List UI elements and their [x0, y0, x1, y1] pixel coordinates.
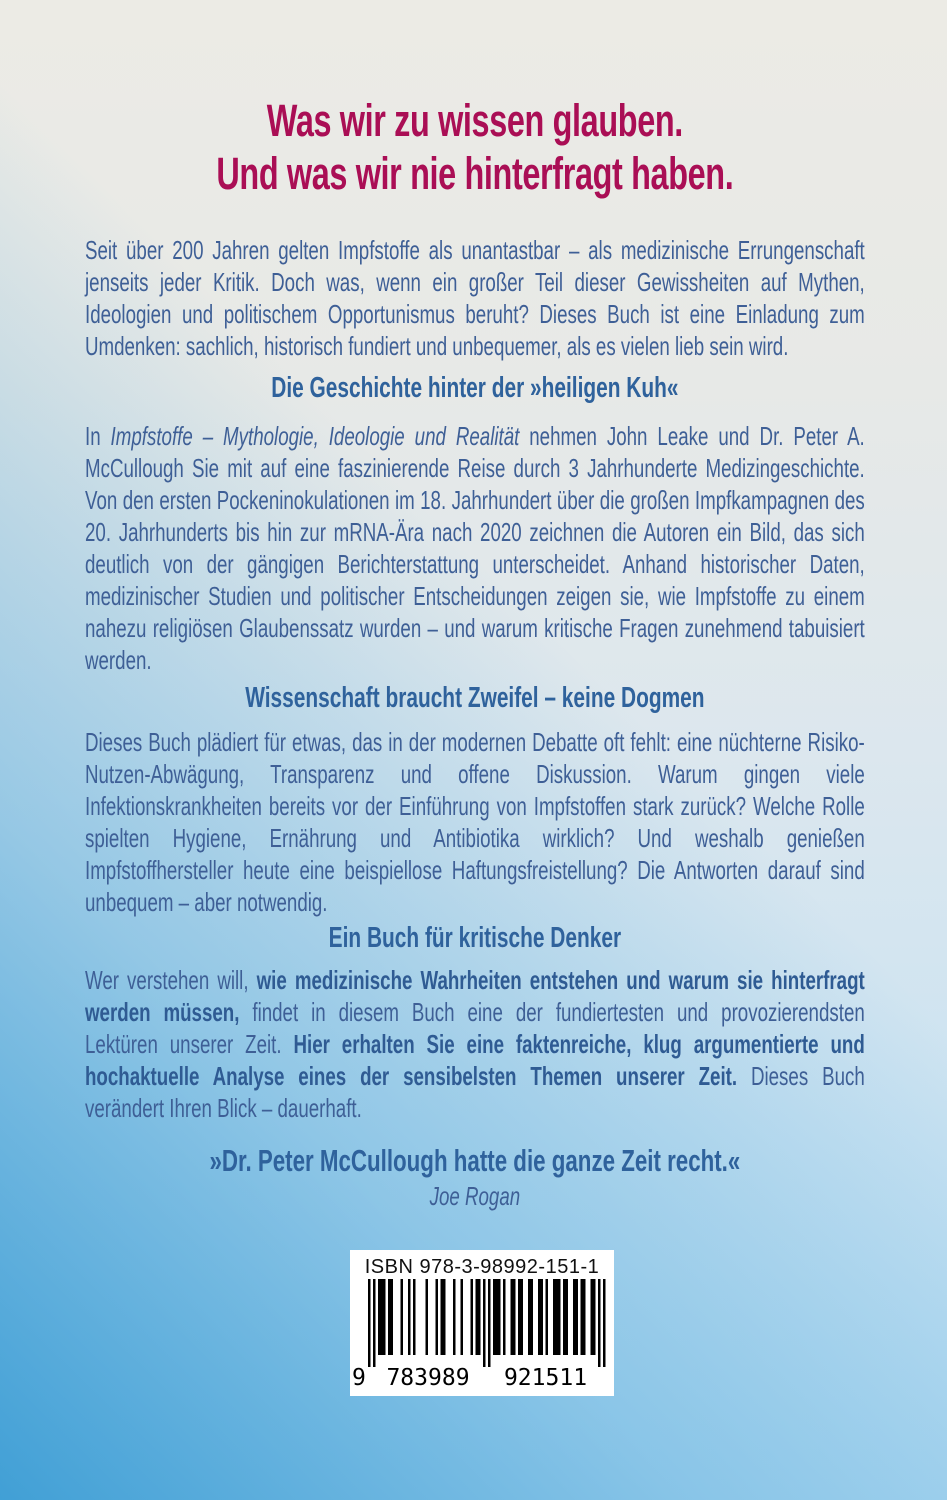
- svg-text:783989: 783989: [386, 1365, 470, 1391]
- headline: [85, 94, 865, 200]
- svg-text:921511: 921511: [503, 1365, 588, 1391]
- svg-text:9: 9: [352, 1365, 366, 1391]
- section1-paragraph: [85, 420, 865, 676]
- section3-seg3: findet in diesem Buch eine der fundiertesten und provozierendsten Lektüren unserer Zeit.: [85, 997, 865, 1059]
- isbn-barcode-box: [350, 1250, 614, 1396]
- section1-heading: Die Geschichte hinter der »heiligen Kuh«: [271, 372, 679, 404]
- intro-paragraph: Seit über 200 Jahren gelten Impfstoffe als unantastbar – als medizinische Errungenschaft jenseits jeder Kritik. Doch was, wenn ein großer Teil dieser Gewissheiten auf Mythen, Ideologien und politischem Opportunismus beruht? Dieses Buch ist eine Einladung zum Umdenken: sachlich, historisch fundiert und unbequemer, als es vielen lieb sein wird.: [85, 235, 865, 361]
- quote-attribution: Joe Rogan: [429, 1181, 521, 1211]
- headline-line1: Was wir zu wissen glauben.: [266, 95, 683, 146]
- section3-paragraph: [85, 964, 865, 1124]
- section3-seg4-bold: Hier erhalten Sie eine faktenreiche, klug argumentierte und hochaktuelle Analyse eines der sensibelsten Themen unserer Zeit.: [85, 1029, 865, 1091]
- section2-paragraph: Dieses Buch plädiert für etwas, das in der modernen Debatte oft fehlt: eine nüchterne Risiko-Nutzen-Abwägung, Transparenz und offene Diskussion. Warum gingen viele Infektionskrankheiten bereits vor der Einführung von Impfstoffen stark zurück? Welche Rolle spielten Hygiene, Ernährung und Antibiotika wirklich? Und weshalb genießen Impfstoffhersteller heute eine beispiellose Haftungsfreistellung? Die Antworten darauf sind unbequem – aber notwendig.: [85, 727, 865, 917]
- ean13-barcode-icon: [350, 1279, 614, 1391]
- endorsement-quote: »Dr. Peter McCullough hatte die ganze Zeit recht.«: [209, 1143, 741, 1178]
- section3-seg2-bold: wie medizinische Wahrheiten entstehen und warum sie hinterfragt werden müssen,: [85, 965, 865, 1027]
- back-cover-text-column: [85, 0, 865, 1212]
- section1-text-before-title: In: [85, 421, 111, 451]
- section3-seg1: Wer verstehen will,: [85, 965, 257, 995]
- book-title-italic: Impfstoffe – Mythologie, Ideologie und Realität: [110, 421, 520, 451]
- section3-seg5: Dieses Buch verändert Ihren Blick – dauerhaft.: [85, 1061, 865, 1123]
- isbn-label: ISBN 978-3-98992-151-1: [364, 1256, 600, 1278]
- section1-text-after-title: nehmen John Leake und Dr. Peter A. McCullough Sie mit auf eine faszinierende Reise durch 3 Jahrhunderte Medizingeschichte. Von den ersten Pockeninokulationen im 18. Jahrhundert über die großen Impfkampagnen des 20. Jahrhunderts bis hin zur mRNA-Ära nach 2020 zeichnen die Autoren ein Bild, das sich deutlich von der gängigen Berichterstattung unterscheidet. Anhand historischer Daten, medizinischer Studien und politischer Entscheidungen zeigen sie, wie Impfstoffe zu einem nahezu religiösen Glaubenssatz wurden – und warum kritische Fragen zunehmend tabuisiert werden.: [85, 421, 865, 675]
- section2-heading: Wissenschaft braucht Zweifel – keine Dogmen: [245, 682, 705, 714]
- headline-line2: Und was wir nie hinterfragt haben.: [216, 148, 734, 199]
- section3-heading: Ein Buch für kritische Denker: [328, 922, 622, 954]
